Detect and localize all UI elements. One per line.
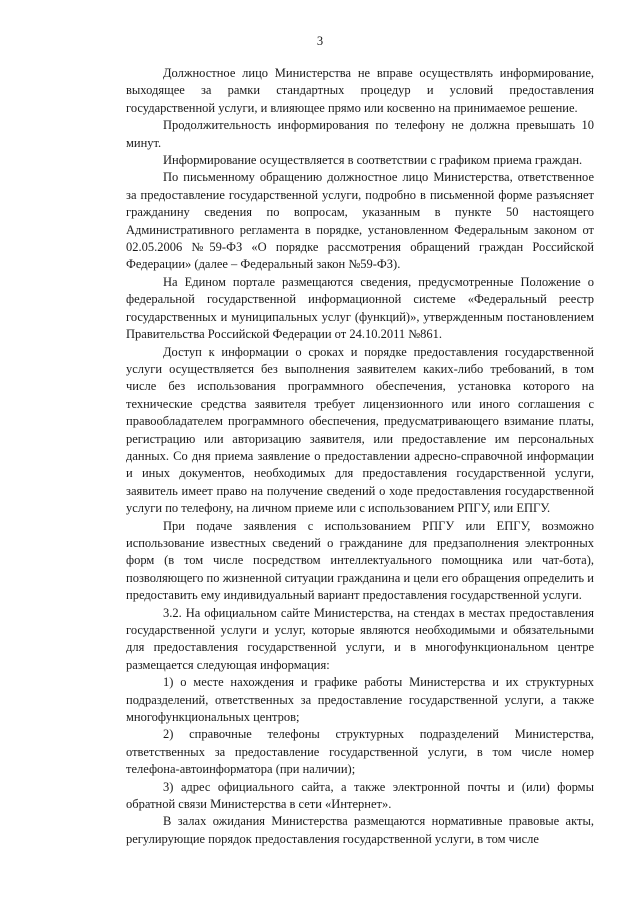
list-item-2: 2) справочные телефоны структурных подразделений Министерства, ответственных за предоставление государственной услуги, в том числе номер телефона-автоинформатора (при наличии); bbox=[126, 727, 594, 777]
paragraph-epgu-prefill: При подаче заявления с использованием РПГУ или ЕПГУ, возможно использование известных сведений о гражданине для предзаполнения электронных форм (в том числе посредством интеллектуального помощника или чат-бота), позволяющего по жизненной ситуации гражданина и цели его обращения определить и предоставить ему индивидуальный вариант предоставления государственной услуги. bbox=[126, 518, 594, 603]
page-number: 3 bbox=[316, 34, 324, 48]
paragraph-official-restriction: Должностное лицо Министерства не вправе осуществлять информирование, выходящее за рамки стандартных процедур и условий предоставления государственной услуги, и влияющее прямо или косвенно на принимаемое решение. bbox=[126, 66, 594, 115]
paragraph-access-info: Доступ к информации о сроках и порядке предоставления государственной услуги осуществляется без выполнения заявителем каких-либо требований, в том числе без использования программного обеспечения, установка которого на технические средства заявителя требует лицензионного или иного соглашения с правообладателем программного обеспечения, предусматривающего взимание платы, регистрацию или авторизацию заявителя, или предоставление им персональных данных. Со дня приема заявление о предоставлении адресно-справочной информации и иных документов, необходимых для предоставления государственной услуги, заявитель имеет право на получение сведений о ходе предоставления государственной услуги по телефону, на личном приеме или с использованием РПГУ, или ЕПГУ. bbox=[126, 344, 594, 516]
document-body bbox=[126, 65, 594, 848]
list-item-1: 1) о месте нахождения и графике работы Министерства и их структурных подразделений, ответственных за предоставление государственной услуги, а также многофункциональных центров; bbox=[126, 675, 594, 725]
paragraph-section-3-2: 3.2. На официальном сайте Министерства, на стендах в местах предоставления государственной услуги и услуг, которые являются необходимыми и обязательными для предоставления государственной услуги, и в многофункциональном центре размещается следующая информация: bbox=[126, 605, 594, 672]
paragraph-waiting-rooms: В залах ожидания Министерства размещаются нормативные правовые акты, регулирующие порядок предоставления государственной услуги, в том числе bbox=[126, 814, 594, 846]
paragraph-unified-portal: На Едином портале размещаются сведения, предусмотренные Положение о федеральной государственной информационной системе «Федеральный реестр государственных и муниципальных услуг (функций)», утвержденным постановлением Правительства Российской Федерации от 24.10.2011 №861. bbox=[126, 274, 594, 342]
list-item-3: 3) адрес официального сайта, а также электронной почты и (или) формы обратной связи Министерства в сети «Интернет». bbox=[126, 779, 594, 812]
paragraph-written-request: По письменному обращению должностное лицо Министерства, ответственное за предоставление государственной услуги, подробно в письменной форме разъясняет гражданину сведения по вопросам, указанным в пункте 50 настоящего Административного регламента в порядке, установленном Федеральным законом от 02.05.2006 №59-ФЗ «О порядке рассмотрения обращений граждан Российской Федерации» (далее – Федеральный закон №59-ФЗ). bbox=[126, 170, 594, 272]
paragraph-schedule: Информирование осуществляется в соответствии с графиком приема граждан. bbox=[163, 153, 583, 168]
paragraph-phone-duration: Продолжительность информирования по телефону не должна превышать 10 минут. bbox=[126, 118, 594, 150]
